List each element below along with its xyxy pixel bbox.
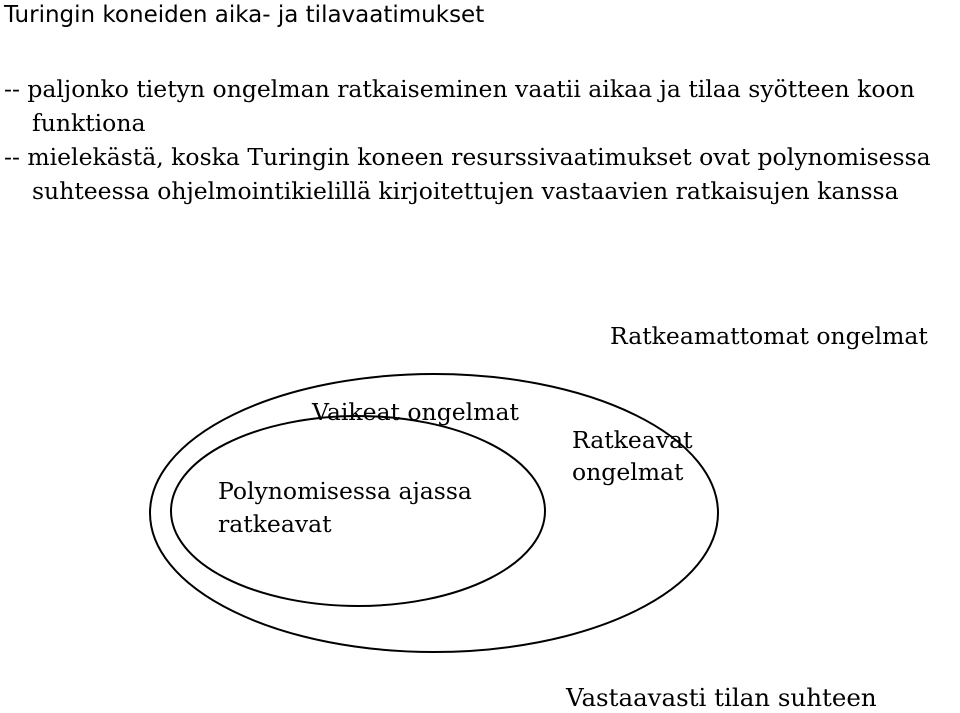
polynomial-problems-label-line1: Polynomisessa ajassa: [218, 477, 472, 505]
bullet-polynomial-relation: -- mielekästä, koska Turingin koneen resurssivaatimukset ovat polynomisessa suhteessa ohjelmointikielillä kirjoitettujen vastaavien ratkaisujen kanssa: [4, 143, 931, 205]
bullet-time-space-function: -- paljonko tietyn ongelman ratkaiseminen vaatii aikaa ja tilaa syötteen koon funktiona: [4, 75, 915, 137]
unsolvable-problems-label: Ratkeamattomat ongelmat: [610, 322, 928, 350]
space-note: Vastaavasti tilan suhteen: [566, 683, 877, 712]
polynomial-problems-label-line2: ratkeavat: [218, 510, 332, 538]
solvable-problems-label-line1: Ratkeavat: [572, 426, 693, 454]
slide-title: Turingin koneiden aika- ja tilavaatimukset: [4, 2, 485, 28]
hard-problems-label: Vaikeat ongelmat: [312, 398, 519, 426]
solvable-problems-label-line2: ongelmat: [572, 458, 684, 486]
